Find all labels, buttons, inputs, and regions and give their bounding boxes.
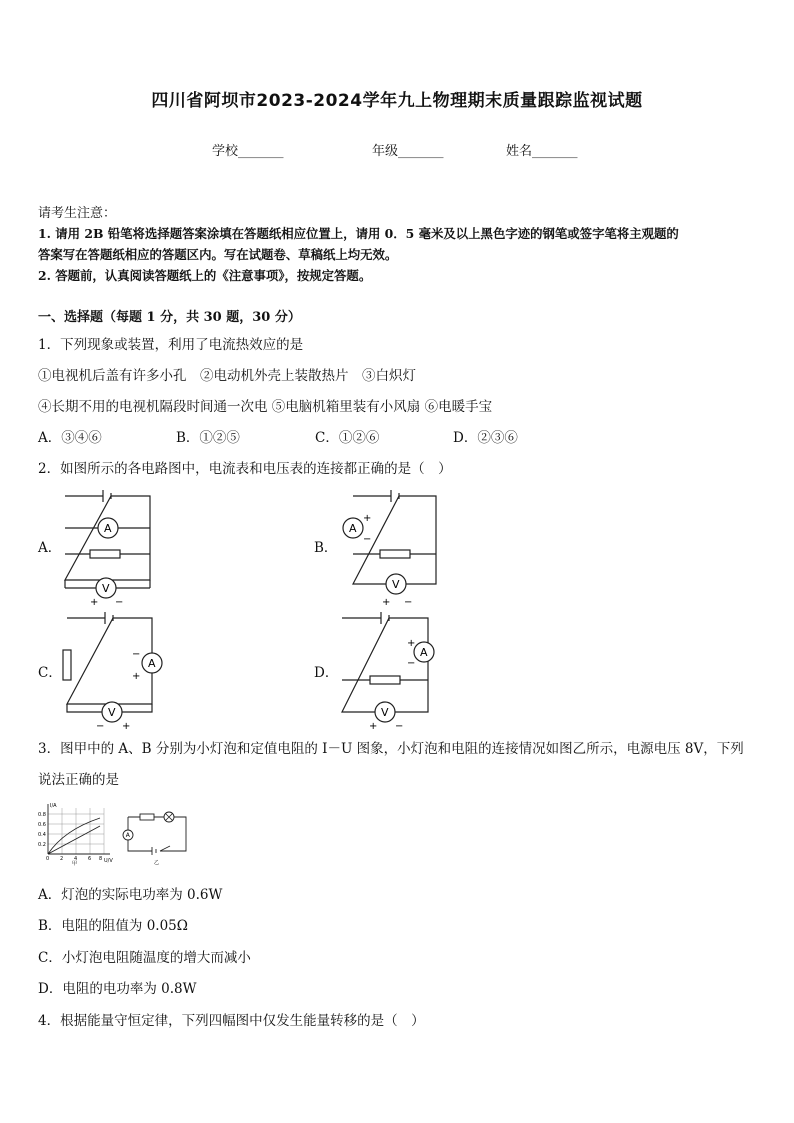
q3-circuit (120, 805, 192, 867)
svg-text:+: + (132, 671, 141, 682)
svg-text:0.6: 0.6 (38, 822, 46, 828)
svg-text:乙: 乙 (154, 860, 160, 866)
q3-option-a: A．灯泡的实际电功率为 0.6W (38, 887, 223, 903)
svg-text:I/A: I/A (50, 803, 57, 809)
notice-item-1-line-1: 1. 请用 2B 铅笔将选择题答案涂填在答题纸相应位置上，请用 0．5 毫米及以上黑色字迹的钢笔或签字笔将主观题的 (38, 226, 679, 241)
svg-text:−: − (404, 597, 413, 606)
svg-text:+: + (90, 597, 99, 606)
q1-items-line-2: ④长期不用的电视机隔段时间通一次电 ⑤电脑机箱里装有小风扇 ⑥电暖手宝 (38, 399, 493, 415)
q3-option-c: C．小灯泡电阻随温度的增大而减小 (38, 950, 251, 966)
ammeter-label: A (125, 832, 130, 840)
q3-iu-graph (36, 800, 116, 866)
q2-circuit-c (60, 608, 170, 730)
q3-stem-line-1: 3．图甲中的 A、B 分别为小灯泡和定值电阻的 I－U 图象，小灯泡和电阻的连接情况如图乙所示，电源电压 8V，下列 (38, 741, 744, 757)
q2-circuit-d (336, 608, 444, 730)
q1-items-line-1: ①电视机后盖有许多小孔 ②电动机外壳上装散热片 ③白炽灯 (38, 368, 416, 384)
svg-text:−: − (115, 597, 124, 606)
q3-option-b: B．电阻的阻值为 0.05Ω (38, 918, 188, 934)
page-title: 四川省阿坝市2023-2024学年九上物理期末质量跟踪监视试题 (151, 91, 643, 111)
svg-text:+: + (407, 638, 416, 649)
svg-text:+: + (363, 513, 372, 524)
svg-text:8: 8 (99, 856, 103, 862)
svg-text:−: − (132, 649, 141, 660)
school-field: 学校_______ (212, 144, 284, 159)
q2-circuit-a (60, 484, 156, 606)
q1-stem: 1．下列现象或装置，利用了电流热效应的是 (38, 337, 304, 353)
q3-stem-line-2: 说法正确的是 (38, 772, 119, 788)
svg-text:−: − (407, 658, 416, 669)
q2-label-b: B． (314, 540, 338, 556)
ammeter-label: A (349, 522, 357, 535)
svg-text:0.2: 0.2 (38, 842, 46, 848)
voltmeter-label: V (102, 582, 110, 595)
svg-text:0.4: 0.4 (38, 832, 46, 838)
q1-option-b: B．①②⑤ (176, 430, 240, 446)
name-field: 姓名_______ (506, 144, 578, 159)
svg-text:−: − (363, 534, 372, 545)
q2-label-c: C． (38, 665, 62, 681)
voltmeter-label: V (381, 706, 389, 719)
voltmeter-label: V (392, 578, 400, 591)
notice-heading: 请考生注意： (38, 206, 117, 221)
q1-option-c: C．①②⑥ (315, 430, 380, 446)
svg-text:−: − (96, 721, 105, 730)
svg-text:+: + (369, 721, 378, 730)
grade-field: 年级_______ (372, 144, 444, 159)
q2-label-a: A． (38, 540, 62, 556)
ammeter-label: A (148, 657, 156, 670)
svg-text:甲: 甲 (72, 861, 78, 866)
svg-text:0: 0 (46, 856, 50, 862)
svg-text:U/V: U/V (104, 858, 113, 864)
svg-text:6: 6 (88, 856, 92, 862)
svg-text:+: + (382, 597, 391, 606)
q2-circuit-b (336, 484, 440, 606)
ammeter-label: A (420, 646, 428, 659)
voltmeter-label: V (108, 706, 116, 719)
q3-option-d: D．电阻的电功率为 0.8W (38, 981, 197, 997)
svg-text:+: + (122, 721, 131, 730)
notice-item-1-line-2: 答案写在答题纸相应的答题区内。写在试题卷、草稿纸上均无效。 (38, 247, 398, 262)
q1-option-a: A．③④⑥ (38, 430, 102, 446)
notice-item-2: 2. 答题前，认真阅读答题纸上的《注意事项》，按规定答题。 (38, 268, 372, 283)
section-heading: 一、选择题（每题 1 分，共 30 题，30 分） (38, 310, 301, 325)
ammeter-label: A (104, 522, 112, 535)
svg-text:−: − (395, 721, 404, 730)
svg-text:0.8: 0.8 (38, 812, 46, 818)
q2-stem: 2．如图所示的各电路图中，电流表和电压表的连接都正确的是（ ） (38, 461, 452, 477)
q4-stem: 4．根据能量守恒定律，下列四幅图中仅发生能量转移的是（ ） (38, 1013, 425, 1029)
svg-text:4: 4 (74, 856, 78, 862)
svg-text:2: 2 (60, 856, 64, 862)
q2-label-d: D． (314, 665, 339, 681)
q1-option-d: D．②③⑥ (453, 430, 518, 446)
